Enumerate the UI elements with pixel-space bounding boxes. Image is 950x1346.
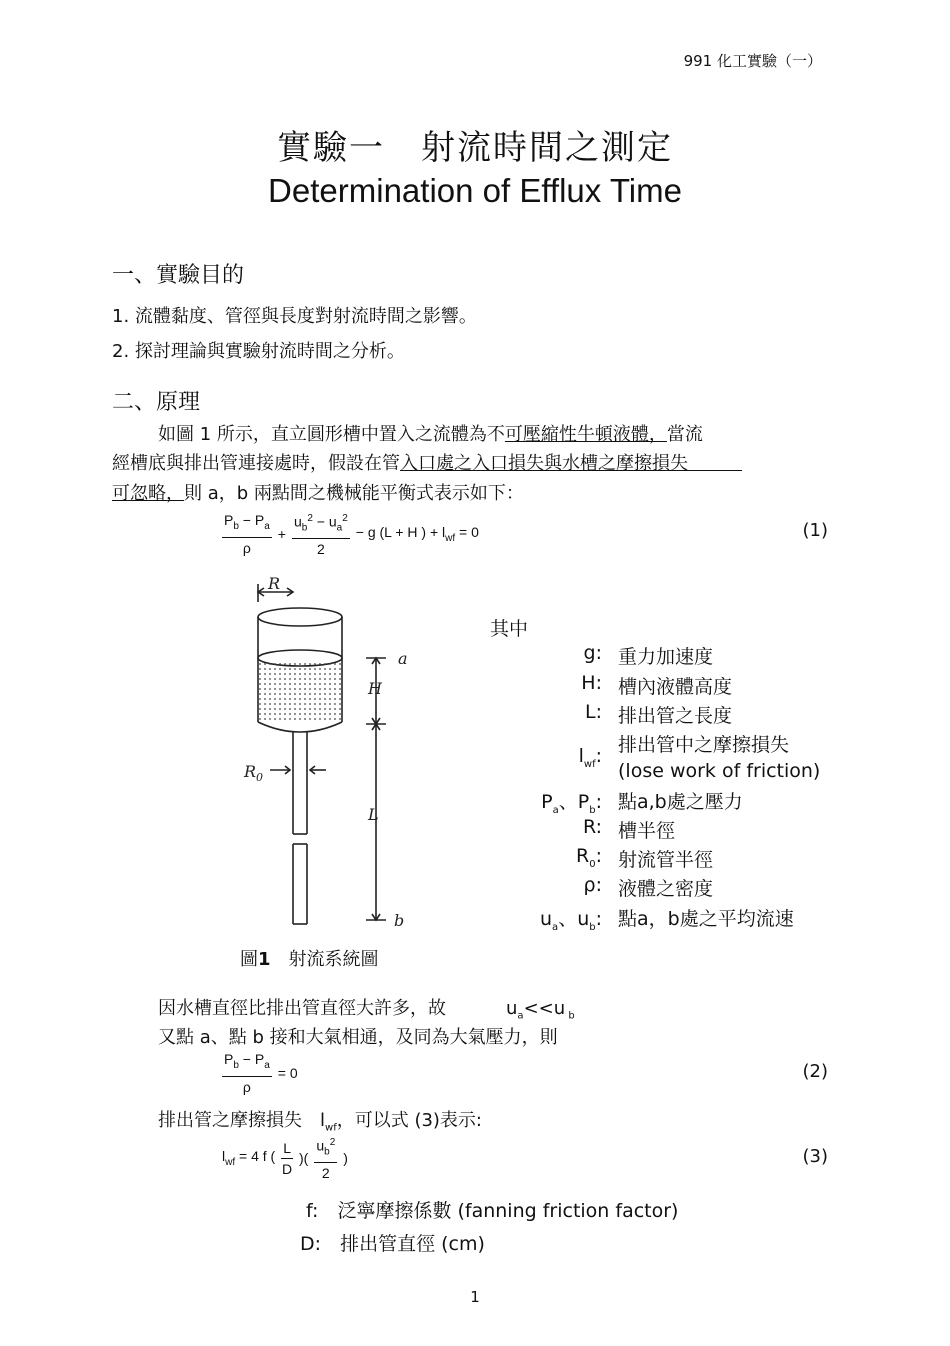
eq3-L-over-D: $\frac{L}{D}$ — [282, 1139, 293, 1177]
principle-line-3 — [112, 479, 524, 505]
def-f — [306, 1196, 678, 1223]
def-sym-R0: $R_0$: — [576, 845, 602, 870]
after-line-3: 排出管之摩擦損失 $l_{wf}$，可以式 (3)表示: — [158, 1110, 483, 1134]
def-desc-lwf-en: (lose work of friction) — [618, 760, 821, 782]
label-H: H — [368, 679, 382, 698]
eq2-pressure-fraction: $\frac{P_b - P_a}{\rho}$ — [224, 1051, 270, 1095]
after-line-1: 因水槽直徑比排出管直徑大許多，故 $u_a<<u$ $_b$ — [158, 998, 575, 1022]
figure-caption: 圖1 射流系統圖 — [240, 949, 379, 970]
course-header: 991 化工實驗（一） — [683, 52, 822, 70]
def-desc-lwf: 排出管中之摩擦損失 — [618, 734, 790, 756]
def-sym-rho: ρ: — [583, 874, 602, 896]
def-desc-u: 點a，b處之平均流速 — [618, 908, 794, 930]
def-desc-R0: 射流管半徑 — [618, 849, 714, 871]
equation-3-number: (3) — [802, 1146, 828, 1167]
def-desc-P: 點a,b處之壓力 — [618, 791, 743, 813]
title-english: Determination of Efflux Time — [268, 172, 682, 209]
def-sym-u: $u_a$、$u_b$: — [540, 908, 602, 933]
principle-text: 則 a，b 兩點間之機械能平衡式表示如下： — [184, 483, 524, 504]
def-desc-L: 排出管之長度 — [618, 705, 733, 727]
def-desc-R: 槽半徑 — [618, 820, 676, 842]
def-sym-L: L: — [585, 701, 602, 723]
eq1-velocity-fraction: $\frac{u_b^2 - u_a^2}{2}$ — [292, 510, 350, 558]
def-sym-lwf: $l_{wf}$: — [578, 745, 602, 770]
principle-underlined: 可壓縮性牛頓液體， — [504, 424, 667, 445]
def-sym-f: f: — [306, 1200, 319, 1222]
equation-1: $\frac{P_b - P_a}{\rho}$ + $\frac{u_b^2 - u_a^2}{2}$ − g (L + H ) + $l_{wf} = 0$ — [222, 510, 479, 558]
section1-heading: 一、實驗目的 — [112, 263, 245, 288]
label-R0: $R_0$ — [244, 762, 264, 784]
equation-2: $\frac{P_b - P_a}{\rho}$ = 0 — [224, 1051, 298, 1095]
def-sym-g: g: — [583, 642, 602, 664]
title-chinese: 實驗一 射流時間之測定 — [277, 128, 673, 168]
equation-1-number: (1) — [802, 520, 828, 541]
def-desc-f: 泛寧摩擦係數 (fanning friction factor) — [337, 1200, 679, 1222]
principle-line-2 — [112, 449, 742, 475]
equation-2-number: (2) — [802, 1061, 828, 1082]
def-desc-H: 槽內液體高度 — [618, 676, 733, 698]
principle-text: 經槽底與排出管連接處時，假設在管 — [112, 453, 400, 474]
principle-line-1 — [158, 420, 703, 446]
objective-item-2: 2. 探討理論與實驗射流時間之分析。 — [112, 341, 405, 362]
tank-top — [258, 608, 342, 626]
eq3-velocity-fraction: $\frac{u_b^2}{2}$ — [314, 1134, 337, 1182]
section2-heading: 二、原理 — [112, 390, 201, 415]
label-b: b — [394, 911, 405, 930]
def-sym-P: $P_a$、$P_b$: — [541, 791, 602, 816]
definitions-list — [512, 642, 832, 942]
definitions-intro: 其中 — [490, 618, 529, 640]
efflux-system-figure — [218, 572, 426, 934]
eq1-pressure-fraction: $\frac{P_b - P_a}{\rho}$ — [224, 512, 270, 557]
def-sym-R: R: — [582, 816, 602, 838]
principle-underlined: 可忽略， — [112, 483, 184, 504]
def-desc-rho: 液體之密度 — [618, 878, 714, 900]
principle-text: 如圖 1 所示，直立圓形槽中置入之流體為不 — [158, 424, 505, 445]
def-sym-D: D: — [300, 1233, 322, 1255]
principle-text: 當流 — [666, 424, 703, 445]
def-desc-D: 排出管直徑 (cm) — [340, 1233, 485, 1255]
label-a: a — [398, 649, 408, 668]
label-R: R — [268, 574, 281, 593]
after-line-2: 又點 a、點 b 接和大氣相通，及同為大氣壓力，則 — [158, 1027, 558, 1048]
def-sym-H: H: — [581, 672, 602, 694]
principle-underlined: 入口處之入口損失與水槽之摩擦損失 — [400, 453, 742, 474]
def-desc-g: 重力加速度 — [618, 646, 714, 668]
objective-item-1: 1. 流體黏度、管徑與長度對射流時間之影響。 — [112, 306, 477, 327]
def-D — [300, 1229, 485, 1256]
equation-3: $l_{wf} = 4$ f ( $\frac{L}{D}$ )( $\frac{u_b^2}{2}$ ) — [222, 1134, 348, 1182]
page-number: 1 — [470, 1288, 480, 1306]
label-L: L — [368, 805, 379, 824]
